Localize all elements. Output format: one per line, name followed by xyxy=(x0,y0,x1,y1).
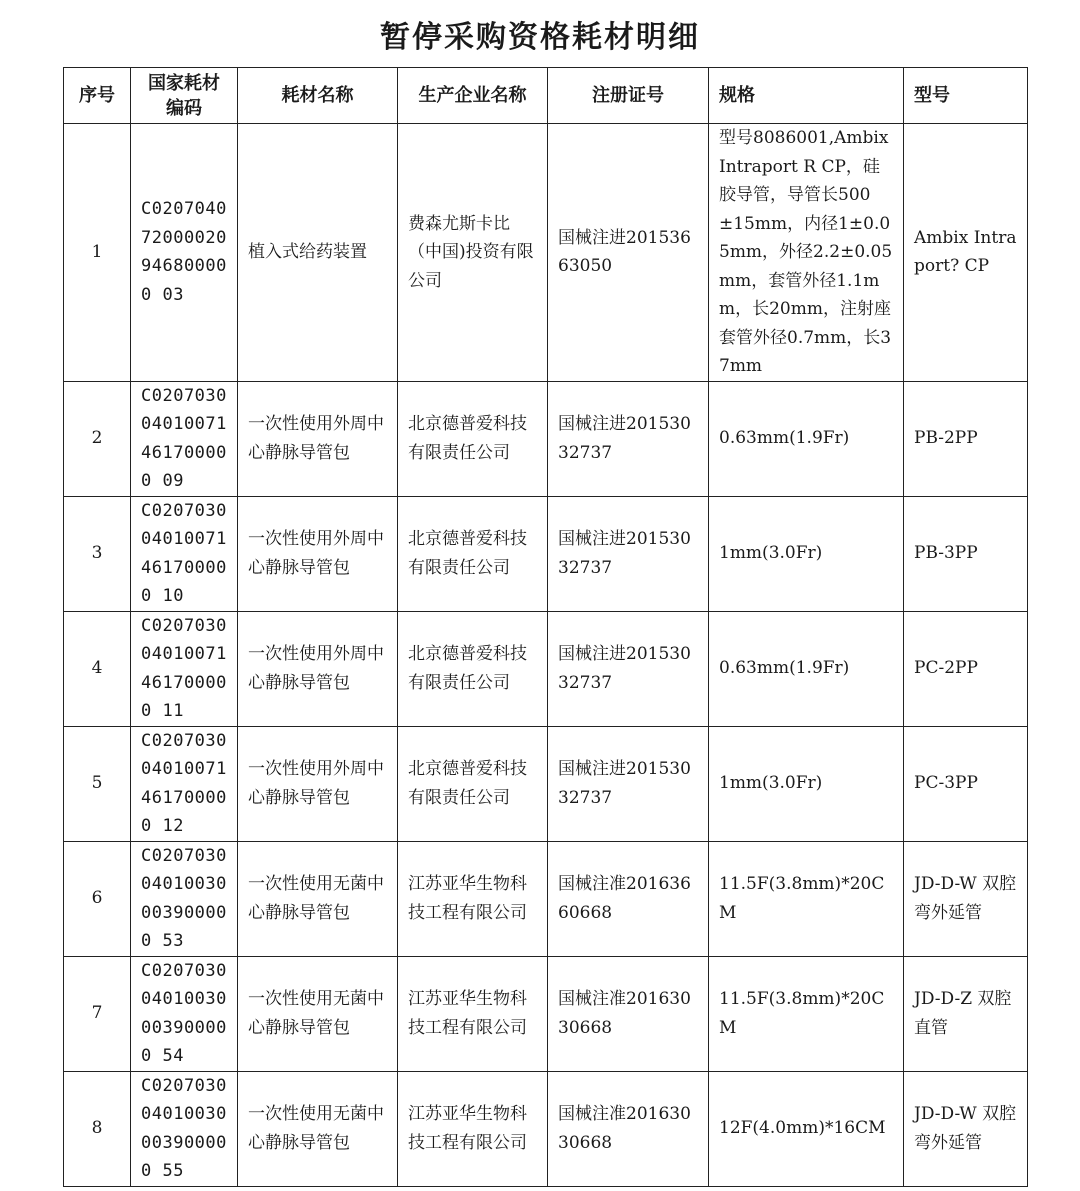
cell-idx: 8 xyxy=(64,1071,131,1186)
cell-model: JD-D-Z 双腔直管 xyxy=(904,956,1028,1071)
cell-reg: 国械注准20163660668 xyxy=(548,841,709,956)
cell-idx: 7 xyxy=(64,956,131,1071)
cell-spec: 12F(4.0mm)*16CM xyxy=(709,1071,904,1186)
cell-name: 一次性使用无菌中心静脉导管包 xyxy=(238,1071,398,1186)
cell-company: 北京德普爱科技有限责任公司 xyxy=(398,611,548,726)
cell-name: 一次性使用外周中心静脉导管包 xyxy=(238,611,398,726)
cell-name: 一次性使用外周中心静脉导管包 xyxy=(238,726,398,841)
cell-idx: 3 xyxy=(64,496,131,611)
cell-name: 一次性使用无菌中心静脉导管包 xyxy=(238,841,398,956)
cell-company: 江苏亚华生物科技工程有限公司 xyxy=(398,1071,548,1186)
cell-code: C020703004010030003900000 53 xyxy=(131,841,238,956)
cell-company: 北京德普爱科技有限责任公司 xyxy=(398,381,548,496)
cell-idx: 6 xyxy=(64,841,131,956)
table-row xyxy=(64,841,1028,956)
cell-name: 一次性使用外周中心静脉导管包 xyxy=(238,496,398,611)
header-idx: 序号 xyxy=(64,68,131,124)
header-reg: 注册证号 xyxy=(548,68,709,124)
header-code: 国家耗材编码 xyxy=(131,68,238,124)
cell-reg: 国械注进20153663050 xyxy=(548,124,709,382)
cell-company: 费森尤斯卡比（中国)投资有限公司 xyxy=(398,124,548,382)
cell-spec: 0.63mm(1.9Fr) xyxy=(709,611,904,726)
cell-spec: 11.5F(3.8mm)*20CM xyxy=(709,841,904,956)
cell-idx: 4 xyxy=(64,611,131,726)
header-spec: 规格 xyxy=(709,68,904,124)
cell-company: 北京德普爱科技有限责任公司 xyxy=(398,726,548,841)
cell-code: C020703004010030003900000 55 xyxy=(131,1071,238,1186)
cell-model: PB-2PP xyxy=(904,381,1028,496)
cell-model: JD-D-W 双腔 弯外延管 xyxy=(904,1071,1028,1186)
cell-code: C020703004010071461700000 09 xyxy=(131,381,238,496)
cell-spec: 型号8086001,Ambix Intraport R CP，硅胶导管，导管长500±15mm，内径1±0.05mm，外径2.2±0.05mm，套管外径1.1mm，长20mm，注射座套管外径0.7mm，长37mm xyxy=(709,124,904,382)
cell-spec: 1mm(3.0Fr) xyxy=(709,496,904,611)
cell-spec: 11.5F(3.8mm)*20CM xyxy=(709,956,904,1071)
cell-name: 一次性使用外周中心静脉导管包 xyxy=(238,381,398,496)
cell-reg: 国械注准20163030668 xyxy=(548,1071,709,1186)
table-row xyxy=(64,726,1028,841)
cell-company: 北京德普爱科技有限责任公司 xyxy=(398,496,548,611)
cell-code: C020703004010071461700000 11 xyxy=(131,611,238,726)
cell-code: C020704072000020946800000 03 xyxy=(131,124,238,382)
cell-model: PC-2PP xyxy=(904,611,1028,726)
header-model: 型号 xyxy=(904,68,1028,124)
table-row xyxy=(64,496,1028,611)
table-row xyxy=(64,124,1028,382)
table-header-row xyxy=(64,68,1028,124)
cell-name: 植入式给药装置 xyxy=(238,124,398,382)
header-company: 生产企业名称 xyxy=(398,68,548,124)
cell-spec: 0.63mm(1.9Fr) xyxy=(709,381,904,496)
cell-model: PB-3PP xyxy=(904,496,1028,611)
cell-spec: 1mm(3.0Fr) xyxy=(709,726,904,841)
cell-reg: 国械注进20153032737 xyxy=(548,496,709,611)
cell-model: Ambix Intraport? CP xyxy=(904,124,1028,382)
cell-reg: 国械注进20153032737 xyxy=(548,381,709,496)
cell-model: JD-D-W 双腔 弯外延管 xyxy=(904,841,1028,956)
cell-name: 一次性使用无菌中心静脉导管包 xyxy=(238,956,398,1071)
consumables-table xyxy=(63,67,1028,1187)
cell-model: PC-3PP xyxy=(904,726,1028,841)
table-row xyxy=(64,611,1028,726)
table-row xyxy=(64,1071,1028,1186)
cell-reg: 国械注进20153032737 xyxy=(548,726,709,841)
cell-idx: 2 xyxy=(64,381,131,496)
table-row xyxy=(64,381,1028,496)
cell-reg: 国械注准20163030668 xyxy=(548,956,709,1071)
cell-reg: 国械注进20153032737 xyxy=(548,611,709,726)
cell-code: C020703004010071461700000 10 xyxy=(131,496,238,611)
cell-company: 江苏亚华生物科技工程有限公司 xyxy=(398,956,548,1071)
cell-code: C020703004010071461700000 12 xyxy=(131,726,238,841)
header-name: 耗材名称 xyxy=(238,68,398,124)
cell-code: C020703004010030003900000 54 xyxy=(131,956,238,1071)
cell-idx: 1 xyxy=(64,124,131,382)
cell-idx: 5 xyxy=(64,726,131,841)
document-title: 暂停采购资格耗材明细 xyxy=(380,20,700,55)
cell-company: 江苏亚华生物科技工程有限公司 xyxy=(398,841,548,956)
table-row xyxy=(64,956,1028,1071)
